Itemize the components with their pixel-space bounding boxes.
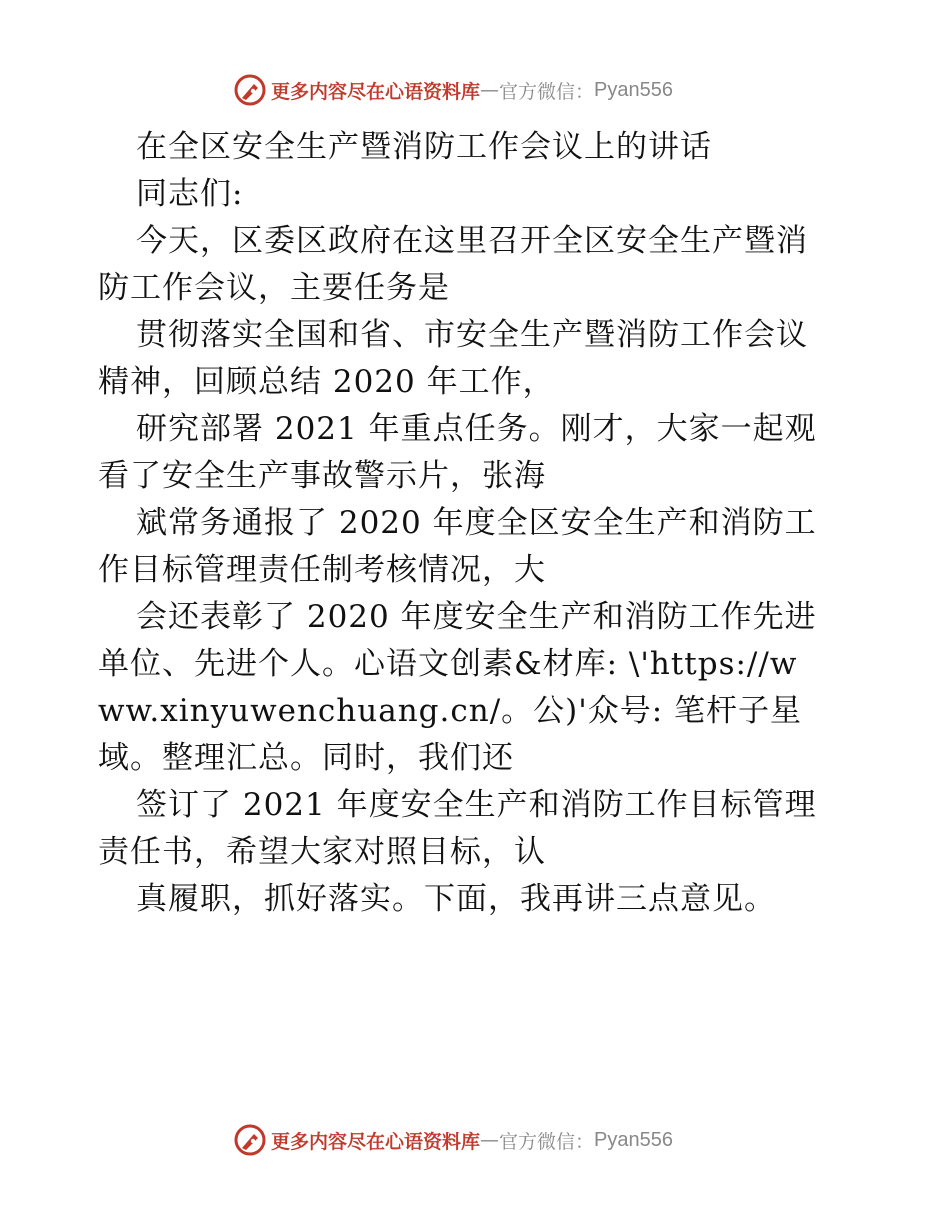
banner-wechat-id: Pyan556 — [594, 1128, 673, 1151]
body-line: 贯彻落实全国和省、市安全生产暨消防工作会议 — [136, 317, 808, 353]
document-body — [98, 124, 858, 923]
body-line: 签订了 2021 年度安全生产和消防工作目标管理 — [136, 787, 817, 823]
banner-wechat-label: 官方微信： — [499, 1130, 595, 1153]
body-line: 单位、先进个人。心语文创素&材库: \'https://w — [98, 646, 798, 682]
body-line: 责任书，希望大家对照目标，认 — [98, 834, 546, 870]
salutation: 同志们: — [136, 176, 244, 212]
body-line: 真履职，抓好落实。下面，我再讲三点意见。 — [136, 881, 776, 917]
body-line: 看了安全生产事故警示片，张海 — [98, 458, 546, 494]
body-line: 今天，区委区政府在这里召开全区安全生产暨消 — [136, 223, 808, 259]
document-title: 在全区安全生产暨消防工作会议上的讲话 — [136, 129, 712, 165]
banner-wechat-id: Pyan556 — [594, 78, 673, 101]
footer-banner — [233, 1120, 673, 1160]
banner-dash: — — [480, 1129, 500, 1151]
body-line: 域。整理汇总。同时，我们还 — [98, 740, 514, 776]
pen-logo-icon — [233, 1123, 267, 1157]
banner-wechat-label: 官方微信： — [499, 80, 595, 103]
pen-logo-icon — [233, 73, 267, 107]
banner-site-text: 更多内容尽在心语资料库 — [271, 1130, 481, 1153]
body-line: 斌常务通报了 2020 年度全区安全生产和消防工 — [136, 505, 817, 541]
body-line: 研究部署 2021 年重点任务。刚才，大家一起观 — [136, 411, 817, 447]
banner-site-text: 更多内容尽在心语资料库 — [271, 80, 481, 103]
banner-dash: — — [480, 79, 500, 101]
body-line: 作目标管理责任制考核情况，大 — [98, 552, 546, 588]
body-line: 会还表彰了 2020 年度安全生产和消防工作先进 — [136, 599, 817, 635]
body-line: 精神，回顾总结 2020 年工作， — [98, 364, 555, 400]
body-line: 防工作会议，主要任务是 — [98, 270, 450, 306]
body-line: ww.xinyuwenchuang.cn/。公)'众号: 笔杆子星 — [98, 693, 803, 729]
header-banner — [233, 70, 673, 110]
